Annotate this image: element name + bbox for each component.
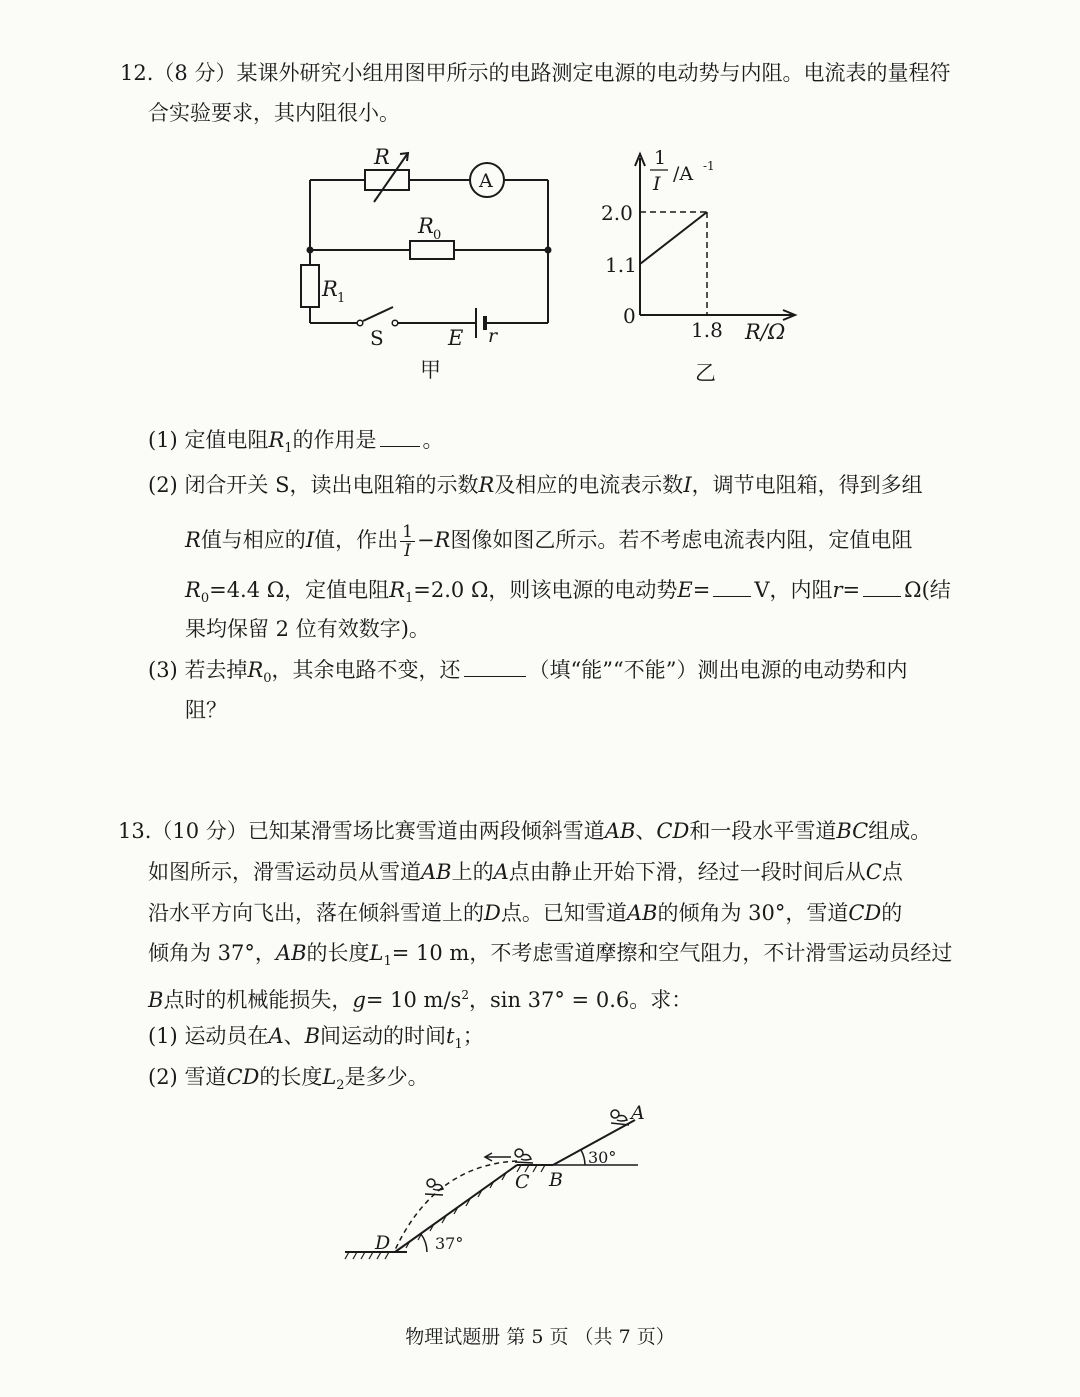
text: =2.0 Ω，则该电源的电动势 (413, 578, 678, 602)
graph-yi (595, 140, 810, 385)
q12-stem-cont: 合实验要求，其内阻很小。 (148, 101, 400, 125)
text: 值与相应的 (200, 528, 306, 552)
y-label-den: I (653, 173, 661, 195)
var-A: A (268, 1024, 284, 1048)
text: ，其余电路不变，还 (271, 658, 461, 682)
sub: 1 (454, 1037, 463, 1053)
text: 果均保留 2 位有效数字)。 (185, 617, 430, 641)
skier-icon (611, 1110, 629, 1125)
q12-part-2-line-1 (148, 470, 923, 500)
y-tick-1.1: 1.1 (605, 253, 637, 277)
y-label-num: 1 (654, 147, 667, 169)
text: 、 (283, 1024, 305, 1048)
skier-icon (425, 1179, 443, 1195)
x-tick-1.8: 1.8 (691, 318, 723, 342)
point-B: B (549, 1169, 563, 1191)
text: = (842, 578, 861, 602)
text: 的长度 (306, 941, 370, 965)
answer-blank-r[interactable] (863, 576, 901, 597)
q12-part-3-line-1 (148, 655, 907, 694)
sub: 0 (200, 591, 210, 607)
var-R: R (478, 473, 495, 497)
q13-score: （10 分） (151, 819, 248, 843)
q12-part-2-line-3 (185, 575, 951, 614)
resistor-R0 (410, 241, 454, 259)
text: 和一段水平雪道 (689, 819, 837, 843)
var-R: R (434, 528, 451, 552)
q13-number: 13. (118, 819, 152, 843)
var-L: L (369, 941, 384, 965)
q12-line-2 (148, 98, 400, 128)
angle-arc-30 (581, 1150, 585, 1165)
answer-blank-E[interactable] (713, 576, 751, 597)
var-CD: CD (226, 1065, 260, 1089)
caption-jia: 甲 (420, 358, 441, 382)
data-line (640, 212, 707, 264)
var-R: R (268, 428, 285, 452)
var-I: I (683, 473, 692, 497)
caption-yi: 乙 (695, 361, 716, 385)
label-A: A (479, 170, 493, 192)
x-label: R/Ω (745, 320, 786, 344)
text: 点。已知雪道 (500, 901, 627, 925)
text: 是多少。 (344, 1065, 429, 1089)
switch-contact (357, 320, 363, 326)
text: 的长度 (259, 1065, 323, 1089)
q12-part-2-line-4 (185, 614, 430, 644)
rheostat-R (365, 170, 409, 190)
junction-dot (307, 247, 314, 254)
text: 已知某滑雪场比赛雪道由两段倾斜雪道 (247, 819, 605, 843)
frac-den: I (404, 541, 411, 561)
text: = 10 m/s (365, 988, 462, 1012)
text: 组成。 (868, 819, 932, 843)
text: 的作用是 (292, 428, 377, 452)
part-label: (2) (148, 473, 178, 497)
text: Ω(结 (904, 578, 951, 602)
var-R: R (185, 528, 201, 552)
var-B: B (304, 1024, 321, 1048)
skier-icon (515, 1149, 533, 1163)
text: 定值电阻 (184, 428, 269, 452)
var-B: B (148, 988, 164, 1012)
answer-blank-1[interactable] (380, 426, 420, 447)
resistor-R1 (301, 265, 319, 307)
answer-blank-3[interactable] (464, 656, 526, 677)
q12-part-2-line-2 (185, 523, 912, 560)
origin-0: 0 (623, 304, 636, 328)
frac-num: 1 (402, 522, 413, 542)
sub: 1 (383, 954, 392, 970)
text: ，调节电阻箱，得到多组 (691, 473, 923, 497)
text: 闭合开关 S，读出电阻箱的示数 (184, 473, 479, 497)
q12-line-1 (120, 58, 950, 88)
point-D: D (375, 1232, 391, 1254)
text: 、 (635, 819, 657, 843)
q13-part-1 (148, 1021, 484, 1060)
text: =4.4 Ω，定值电阻 (209, 578, 390, 602)
angle-37-label: 37° (435, 1234, 464, 1253)
text: （填“能”“不能”）测出电源的电动势和内 (528, 658, 908, 682)
label-R1-sub: 1 (337, 291, 346, 306)
text: 间运动的时间 (320, 1024, 447, 1048)
q13-line-4 (148, 938, 952, 977)
text: 点由静止开始下滑，经过一段时间后从 (508, 860, 866, 884)
text: 运动员在 (184, 1024, 269, 1048)
q13-line-5 (148, 980, 692, 1015)
q13-line-1 (118, 816, 931, 846)
y-label-exp: -1 (703, 159, 715, 173)
part-label: (2) (148, 1065, 178, 1089)
sub: 2 (336, 1078, 345, 1094)
var-E: E (677, 578, 693, 602)
text: 沿水平方向飞出，落在倾斜雪道上的 (148, 901, 484, 925)
var-R: R (247, 658, 264, 682)
var-AB: AB (275, 941, 307, 965)
page-footer: 物理试题册 第 5 页 （共 7 页） (405, 1326, 675, 1348)
label-r: r (488, 325, 498, 347)
sub: 0 (263, 671, 272, 687)
q12-stem: 某课外研究小组用图甲所示的电路测定电源的电动势与内阻。电流表的量程符 (236, 61, 951, 85)
text: 倾角为 37°， (148, 941, 276, 965)
text: = 10 m，不考虑雪道摩擦和空气阻力，不计滑雪运动员经过 (391, 941, 953, 965)
label-E: E (448, 326, 464, 350)
text: ； (462, 1024, 484, 1048)
label-R: R (374, 145, 390, 169)
text: 的倾角为 30°，雪道 (657, 901, 849, 925)
sub: 1 (284, 441, 293, 457)
switch-contact (392, 320, 398, 326)
text: 点 (881, 860, 903, 884)
q12-part-1 (148, 425, 444, 464)
q13-line-2 (148, 857, 903, 887)
q13-line-3 (148, 898, 902, 928)
part-label: (1) (148, 428, 178, 452)
sup: 2 (461, 988, 469, 1002)
var-D: D (484, 901, 501, 925)
point-A: A (631, 1102, 645, 1124)
var-r: r (832, 578, 843, 602)
angle-arc-37 (421, 1234, 427, 1252)
switch-S-lever (363, 307, 393, 321)
part-label: (3) (148, 658, 178, 682)
text: 如图所示，滑雪运动员从雪道 (148, 860, 421, 884)
q12-part-3-line-2 (185, 695, 227, 725)
text: 的 (881, 901, 903, 925)
var-I: I (305, 528, 315, 552)
var-CD: CD (656, 819, 690, 843)
var-A: A (493, 860, 509, 884)
label-R1: R (322, 277, 338, 301)
text: 图像如图乙所示。若不考虑电流表内阻，定值电阻 (450, 528, 913, 552)
text: 点时的机械能损失， (163, 988, 353, 1012)
label-R0-sub: 0 (433, 228, 442, 243)
label-R0: R (418, 214, 434, 238)
text: 上的 (451, 860, 494, 884)
y-tick-2.0: 2.0 (601, 201, 633, 225)
junction-dot (545, 247, 552, 254)
text: 。 (422, 428, 444, 452)
part-label: (1) (148, 1024, 178, 1048)
ski-slope-figure (335, 1095, 655, 1270)
var-L: L (322, 1065, 337, 1089)
q12-number: 12. (120, 61, 154, 85)
var-C: C (865, 860, 882, 884)
var-AB: AB (604, 819, 636, 843)
var-CD: CD (848, 901, 882, 925)
point-C: C (515, 1171, 530, 1193)
circuit-diagram-jia (290, 140, 570, 385)
var-AB: AB (421, 860, 452, 884)
text: 阻？ (185, 698, 227, 722)
sub: 1 (405, 591, 414, 607)
text: 值，作出 (314, 528, 399, 552)
text: 及相应的电流表示数 (494, 473, 684, 497)
text: 雪道 (184, 1065, 227, 1089)
text: − (416, 528, 435, 552)
label-S: S (370, 326, 384, 350)
var-g: g (352, 988, 366, 1012)
text: ，sin 37° = 0.6。求： (468, 988, 693, 1012)
var-BC: BC (836, 819, 869, 843)
angle-30-label: 30° (588, 1148, 617, 1167)
fraction-1-over-I (400, 523, 415, 560)
text: V，内阻 (754, 578, 833, 602)
var-R: R (185, 578, 201, 602)
q12-score: （8 分） (153, 61, 237, 85)
y-label-unit: /A (673, 163, 694, 185)
text: = (692, 578, 711, 602)
var-R: R (389, 578, 405, 602)
var-AB: AB (626, 901, 658, 925)
text: 若去掉 (184, 658, 248, 682)
var-t: t (446, 1024, 455, 1048)
